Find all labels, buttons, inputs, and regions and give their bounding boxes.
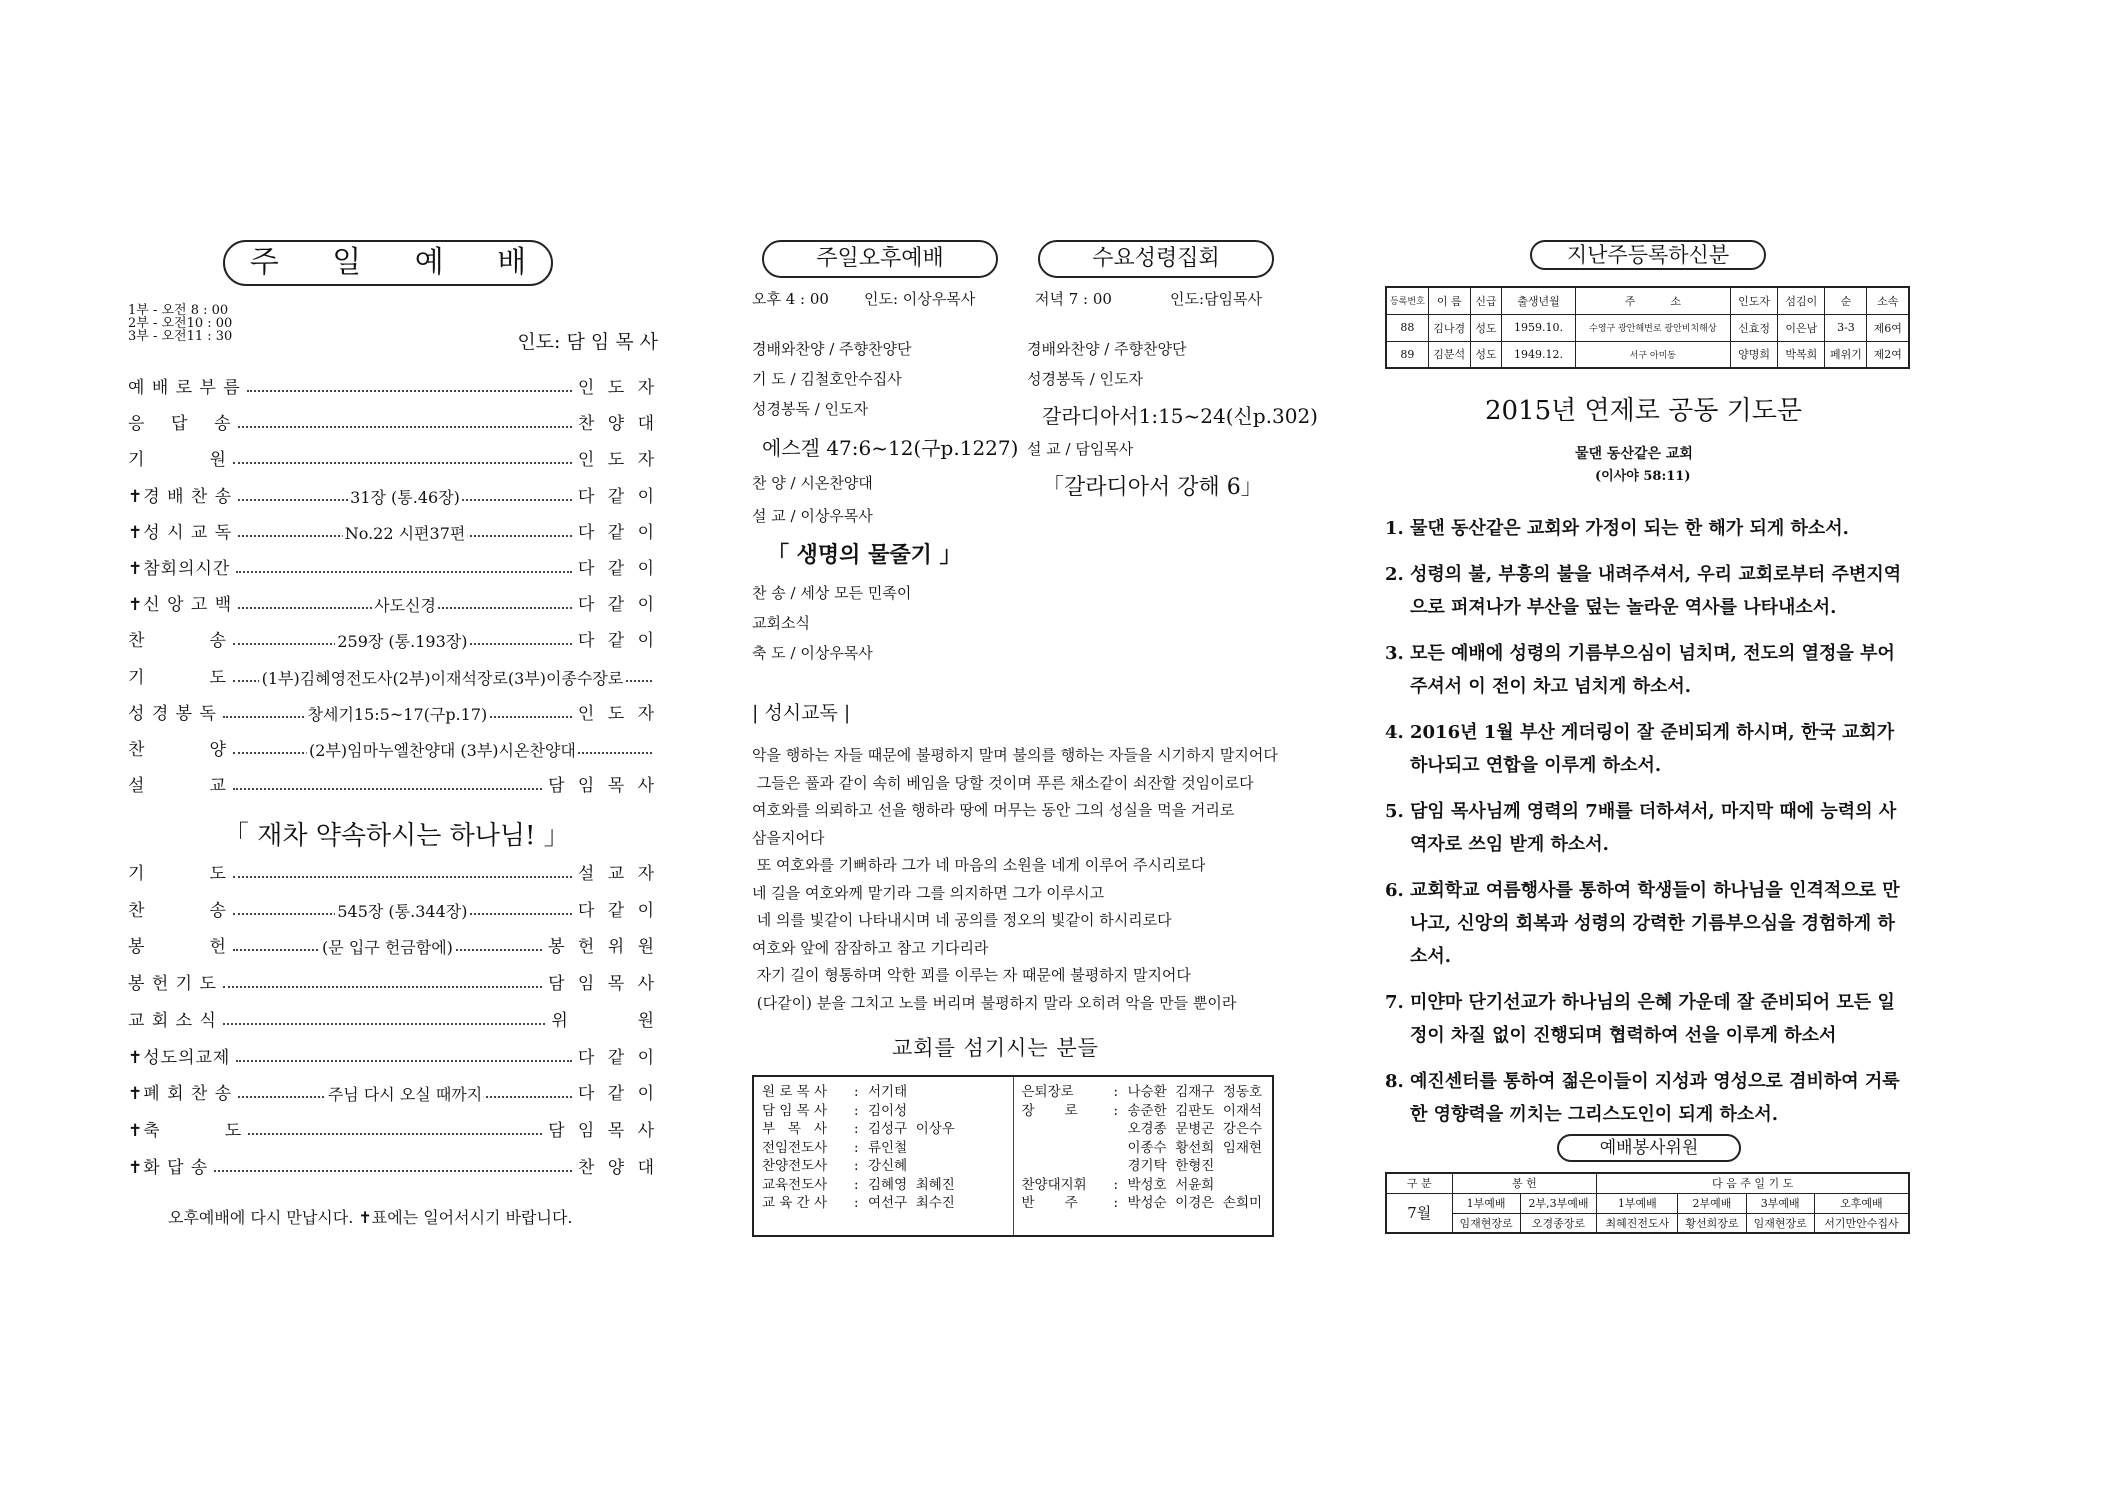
prayer-text: 담임 목사님께 영력의 7배를 더하셔서, 마지막 때에 능력의 사역자로 쓰임 받게 하소서. xyxy=(1410,801,1897,855)
servant-separator xyxy=(1114,1139,1128,1158)
order-row xyxy=(128,734,658,760)
order-leader-dots xyxy=(233,740,652,760)
prayer-title: 2015년 연제로 공동 기도문 xyxy=(1485,396,1803,426)
wednesday-service-title: 수요성령집회 xyxy=(1038,240,1274,278)
sub-header: 1부예배 xyxy=(1452,1193,1520,1213)
afternoon-item: 경배와찬양 / 주향찬양단 xyxy=(752,340,912,358)
wednesday-leader: 인도:담임목사 xyxy=(1170,290,1262,308)
order-detail: 545장 (통.344장) xyxy=(335,899,469,922)
servant-row xyxy=(762,1139,1005,1158)
afternoon-item: 축 도 / 이상우목사 xyxy=(752,644,873,662)
afternoon-item: 기 도 / 김철호안수집사 xyxy=(752,370,902,388)
registrants-header: 소속 xyxy=(1867,287,1909,314)
order-label: 기 도 xyxy=(128,667,227,688)
servant-names: 김이성 xyxy=(868,1102,908,1119)
servant-row xyxy=(1022,1194,1265,1213)
registrant-cell: 서구 아미동 xyxy=(1575,341,1730,368)
servant-names: 김혜영 최혜진 xyxy=(868,1176,955,1193)
prayer-list xyxy=(1385,512,1910,1144)
afternoon-item: 설 교 / 이상우목사 xyxy=(752,507,873,525)
afternoon-sermon-title: 「 생명의 물줄기 」 xyxy=(767,542,962,568)
order-performer: 다 같 이 xyxy=(577,1047,658,1068)
order-label: 기 원 xyxy=(128,450,227,471)
order-row xyxy=(128,931,658,957)
order-label: 예 배 로 부 름 xyxy=(128,378,241,398)
reading-line: 또 여호와를 기뻐하라 그가 네 마음의 소원을 네게 이루어 주시리로다 xyxy=(752,856,1206,874)
sub-header: 2부,3부예배 xyxy=(1520,1193,1597,1213)
registrant-cell: 수영구 광안해변로 광안비치해상 xyxy=(1575,314,1730,341)
header-gubun: 구 분 xyxy=(1386,1173,1452,1193)
wednesday-sermon-title: 「갈라디아서 강해 6」 xyxy=(1042,475,1263,500)
prayer-number: 2. xyxy=(1385,564,1404,585)
prayer-text: 예진센터를 통하여 젊은이들이 지성과 영성으로 겸비하여 거룩한 영향력을 끼치는 그리스도인이 되게 하소서. xyxy=(1410,1071,1900,1125)
responsive-reading-text xyxy=(752,742,1292,1017)
order-performer: 설 교 자 xyxy=(577,864,658,884)
registrant-cell: 제6여 xyxy=(1867,314,1909,341)
registrants-header: 이 름 xyxy=(1428,287,1470,314)
registrant-row xyxy=(1386,341,1909,368)
servant-separator: : xyxy=(1113,1195,1119,1211)
registrants-table xyxy=(1385,286,1910,369)
order-label: 찬 양 xyxy=(128,740,227,760)
servant-row xyxy=(1022,1176,1265,1195)
servant-row xyxy=(762,1102,1005,1121)
order-leader-dots xyxy=(238,595,572,616)
order-leader-dots xyxy=(223,704,572,724)
order-label: 찬 송 xyxy=(128,900,227,921)
responsive-reading-title: | 성시교독 | xyxy=(752,702,851,724)
order-row xyxy=(128,517,658,543)
committee-name: 임재현장로 xyxy=(1746,1213,1814,1233)
order-leader-dots xyxy=(233,776,542,790)
servant-names: 나승환 김재구 정동호 xyxy=(1127,1084,1263,1100)
service-committee-table xyxy=(1385,1172,1910,1234)
prayer-number: 5. xyxy=(1385,801,1404,822)
afternoon-leader: 인도: 이상우목사 xyxy=(864,290,976,308)
servant-row xyxy=(1022,1083,1265,1102)
prayer-number: 8. xyxy=(1385,1071,1404,1092)
servant-separator: : xyxy=(1113,1084,1119,1100)
wednesday-scripture: 갈라디아서1:15~24(신p.302) xyxy=(1042,404,1318,428)
registrants-header: 순 xyxy=(1825,287,1867,314)
sub-header: 2부예배 xyxy=(1678,1193,1746,1213)
order-detail: No.22 시편37편 xyxy=(343,521,468,544)
servant-separator: : xyxy=(1113,1176,1119,1193)
order-detail: 사도신경 xyxy=(372,593,438,616)
service-times xyxy=(128,304,232,343)
order-leader-dots xyxy=(233,450,572,464)
order-row xyxy=(128,858,658,884)
order-label: 기 도 xyxy=(128,864,227,884)
order-performer: 다 같 이 xyxy=(577,631,658,652)
order-detail: 주님 다시 오실 때까지 xyxy=(326,1082,484,1105)
order-detail: 31장 (통.46장) xyxy=(348,485,462,508)
service-time: 1부 - 오전 8 : 00 xyxy=(128,303,229,318)
servant-names: 박성순 이경은 손희미 xyxy=(1127,1195,1263,1211)
registrant-cell: 성도 xyxy=(1470,341,1501,368)
servant-row xyxy=(762,1157,1005,1176)
servant-row xyxy=(762,1083,1005,1102)
afternoon-item: 찬 양 / 시온찬양대 xyxy=(752,474,873,492)
order-detail: (문 입구 헌금함에) xyxy=(320,935,455,958)
prayer-item xyxy=(1385,795,1910,861)
order-label: ✝성 시 교 독 xyxy=(128,522,233,543)
sunday-worship-title: 주 일 예 배 xyxy=(223,240,553,286)
order-performer: 담 임 목 사 xyxy=(548,1120,658,1141)
order-performer: 찬 양 대 xyxy=(577,414,658,435)
order-label: ✝신 앙 고 백 xyxy=(128,595,233,616)
sub-header: 오후예배 xyxy=(1814,1193,1909,1213)
order-leader-dots xyxy=(233,631,572,652)
order-row xyxy=(128,1005,658,1031)
afternoon-item: 성경봉독 / 인도자 xyxy=(752,400,869,418)
order-performer: 다 같 이 xyxy=(577,486,658,507)
order-label: 봉 헌 xyxy=(128,937,227,958)
order-leader-dots xyxy=(238,414,572,428)
order-performer: 인 도 자 xyxy=(577,450,658,471)
order-row xyxy=(128,553,658,579)
servant-names: 여선구 최수진 xyxy=(868,1195,955,1211)
header-next-prayer: 다 음 주 일 기 도 xyxy=(1597,1173,1909,1193)
servant-row xyxy=(1022,1120,1265,1139)
order-row xyxy=(128,662,658,688)
order-performer: 위 원 xyxy=(551,1010,658,1031)
sub-header: 3부예배 xyxy=(1746,1193,1814,1213)
order-detail: 259장 (통.193장) xyxy=(335,629,469,652)
registrant-cell: 1959.10. xyxy=(1502,314,1575,341)
order-row xyxy=(128,408,658,434)
order-leader-dots xyxy=(233,864,572,878)
registrant-cell: 페위기 xyxy=(1825,341,1867,368)
order-performer: 다 같 이 xyxy=(577,900,658,921)
afternoon-scripture: 에스겔 47:6~12(구p.1227) xyxy=(762,436,1019,460)
servant-separator: : xyxy=(854,1121,859,1137)
servant-separator: : xyxy=(854,1139,859,1156)
committee-name: 황선희장로 xyxy=(1678,1213,1746,1233)
order-row xyxy=(128,770,658,796)
servant-names: 박성호 서윤희 xyxy=(1127,1176,1215,1193)
prayer-item xyxy=(1385,512,1910,545)
servant-row xyxy=(762,1120,1005,1139)
servant-role: 찬양전도사 xyxy=(762,1158,828,1174)
month-cell: 7월 xyxy=(1386,1193,1452,1233)
registrant-cell: 양명희 xyxy=(1731,341,1778,368)
order-leader-dots xyxy=(214,1158,572,1172)
order-label: ✝성도의교제 xyxy=(128,1047,231,1068)
reading-line: 자기 길이 형통하며 악한 꾀를 이루는 자 때문에 불평하지 말지어다 xyxy=(752,966,1191,984)
order-row xyxy=(128,1115,658,1141)
worship-leader: 인도: 담 임 목 사 xyxy=(517,331,658,353)
servant-role xyxy=(1022,1157,1114,1176)
servant-separator xyxy=(1114,1157,1128,1176)
servant-separator: : xyxy=(854,1102,859,1119)
order-row xyxy=(128,698,658,724)
prayer-number: 6. xyxy=(1385,880,1404,901)
servant-role: 은퇴장로 xyxy=(1021,1084,1074,1100)
registrant-cell: 1949.12. xyxy=(1502,341,1575,368)
reading-line: 여호와를 의뢰하고 선을 행하라 땅에 머무는 동안 그의 성실을 먹을 거리로 xyxy=(752,801,1235,819)
servant-role: 담 임 목 사 xyxy=(762,1102,828,1119)
order-performer: 인 도 자 xyxy=(577,703,658,724)
order-label: 응 답 송 xyxy=(128,414,232,435)
servant-separator xyxy=(1114,1120,1128,1139)
reading-line: 악을 행하는 자들 때문에 불평하지 말며 불의를 행하는 자들을 시기하지 말지어다 xyxy=(752,746,1278,764)
order-leader-dots xyxy=(233,901,572,921)
registrant-cell: 제2여 xyxy=(1867,341,1909,368)
registrant-cell: 성도 xyxy=(1470,314,1501,341)
servant-role: 교 육 간 사 xyxy=(762,1195,828,1211)
servant-role: 원 로 목 사 xyxy=(762,1084,828,1100)
order-performer: 담 임 목 사 xyxy=(548,776,658,797)
registrant-cell: 김분석 xyxy=(1428,341,1470,368)
wednesday-item: 설 교 / 담임목사 xyxy=(1027,440,1134,458)
order-performer: 다 같 이 xyxy=(577,1084,658,1105)
order-detail: (2부)임마누엘찬양대 (3부)시온찬양대 xyxy=(307,738,578,761)
committee-name: 서기만안수집사 xyxy=(1814,1213,1909,1233)
order-label: ✝폐 회 찬 송 xyxy=(128,1084,233,1105)
servant-row xyxy=(1022,1102,1265,1121)
reading-line: 여호와 앞에 잠잠하고 참고 기다리라 xyxy=(752,938,989,957)
church-servants-title: 교회를 섬기시는 분들 xyxy=(892,1036,1099,1060)
registrant-cell: 88 xyxy=(1386,314,1428,341)
servant-separator: : xyxy=(854,1084,859,1100)
order-performer: 찬 양 대 xyxy=(577,1157,658,1178)
registrant-cell: 3-3 xyxy=(1825,314,1867,341)
servant-role: 반 주 xyxy=(1021,1195,1078,1211)
order-leader-dots xyxy=(236,1048,572,1062)
service-time: 2부 - 오전10 : 00 xyxy=(128,316,233,331)
servant-names: 김성구 이상우 xyxy=(868,1121,955,1137)
afternoon-time: 오후 4 : 00 xyxy=(752,290,829,308)
order-leader-dots xyxy=(233,668,652,688)
service-time: 3부 - 오전11 : 30 xyxy=(128,329,233,344)
order-row xyxy=(128,895,658,921)
registrant-row xyxy=(1386,314,1909,341)
servant-role xyxy=(1022,1139,1114,1158)
order-performer: 인 도 자 xyxy=(577,378,658,398)
prayer-item xyxy=(1385,874,1910,973)
servant-names: 경기탁 한형진 xyxy=(1127,1158,1215,1174)
closing-note: 오후예배에 다시 만납시다. ✝표에는 일어서시기 바랍니다. xyxy=(168,1208,573,1227)
prayer-number: 7. xyxy=(1385,992,1404,1013)
servant-names: 오경종 문병곤 강은수 xyxy=(1127,1121,1263,1137)
servants-left xyxy=(754,1077,1014,1235)
prayer-number: 4. xyxy=(1385,722,1404,743)
reading-line: 네 길을 여호와께 맡기라 그를 의지하면 그가 이루시고 xyxy=(752,883,1105,902)
servant-names: 서기태 xyxy=(868,1084,908,1100)
prayer-text: 교회학교 여름행사를 통하여 학생들이 하나님을 인격적으로 만나고, 신앙의 회복과 성령의 강력한 기름부으심을 경험하게 하소서. xyxy=(1410,880,1900,967)
registrant-cell: 신효정 xyxy=(1731,314,1778,341)
servant-separator: : xyxy=(1113,1102,1119,1119)
servant-names: 류인철 xyxy=(868,1139,908,1156)
servant-role: 찬양대지휘 xyxy=(1021,1176,1087,1193)
order-row xyxy=(128,1078,658,1104)
service-committee-title: 예배봉사위원 xyxy=(1557,1134,1741,1162)
wednesday-item: 경배와찬양 / 주향찬양단 xyxy=(1027,340,1187,358)
servant-separator: : xyxy=(854,1195,859,1211)
reading-line: 네 의를 빛같이 나타내시며 네 공의를 정오의 빛같이 하시리로다 xyxy=(752,911,1172,929)
servant-names: 이종수 황선희 임재현 xyxy=(1127,1139,1263,1156)
prayer-text: 물댄 동산같은 교회와 가정이 되는 한 해가 되게 하소서. xyxy=(1410,518,1849,539)
sub-header: 1부예배 xyxy=(1597,1193,1678,1213)
prayer-item xyxy=(1385,986,1910,1052)
wednesday-item: 성경봉독 / 인도자 xyxy=(1027,370,1144,388)
registrant-cell: 박복희 xyxy=(1778,341,1825,368)
servant-role: 전임전도사 xyxy=(762,1139,828,1156)
registrants-title: 지난주등록하신분 xyxy=(1530,240,1766,270)
order-detail: (1부)김혜영전도사(2부)이재석장로(3부)이종수장로 xyxy=(260,666,626,689)
prayer-item xyxy=(1385,637,1910,703)
order-label: 찬 송 xyxy=(128,631,227,652)
order-detail: 창세기15:5~17(구p.17) xyxy=(306,702,490,725)
afternoon-item: 찬 송 / 세상 모든 민족이 xyxy=(752,584,912,602)
wednesday-time: 저녁 7 : 00 xyxy=(1035,290,1112,308)
registrants-header: 인도자 xyxy=(1731,287,1778,314)
sermon-title: 「 재차 약속하시는 하나님! 」 xyxy=(223,821,570,851)
registrants-header: 주 소 xyxy=(1575,287,1730,314)
order-row xyxy=(128,372,658,398)
prayer-number: 1. xyxy=(1385,518,1404,539)
registrants-header: 등록번호 xyxy=(1386,287,1428,314)
order-leader-dots xyxy=(236,559,572,573)
servant-separator: : xyxy=(854,1158,859,1174)
order-label: 성 경 봉 독 xyxy=(128,703,217,724)
prayer-item xyxy=(1385,558,1910,624)
committee-name: 최혜진전도사 xyxy=(1597,1213,1678,1233)
prayer-reference: (이사야 58:11) xyxy=(1595,469,1691,484)
order-row xyxy=(128,1152,658,1178)
registrants-header: 출생년월 xyxy=(1502,287,1575,314)
servants-right xyxy=(1014,1077,1273,1235)
servant-role: 장 로 xyxy=(1021,1102,1078,1119)
order-label: ✝화 답 송 xyxy=(128,1157,209,1178)
order-leader-dots xyxy=(223,974,542,988)
order-leader-dots xyxy=(223,1011,545,1025)
order-label: ✝참회의시간 xyxy=(128,559,231,579)
order-leader-dots xyxy=(238,523,572,543)
prayer-subtitle: 물댄 동산같은 교회 xyxy=(1575,446,1693,462)
church-servants-box xyxy=(752,1075,1274,1237)
registrant-cell: 이은남 xyxy=(1778,314,1825,341)
registrant-cell: 89 xyxy=(1386,341,1428,368)
order-leader-dots xyxy=(238,487,572,507)
prayer-text: 2016년 1월 부산 게더링이 잘 준비되게 하시며, 한국 교회가 하나되고 연합을 이루게 하소서. xyxy=(1410,722,1895,776)
registrants-header-row xyxy=(1386,287,1909,314)
afternoon-item: 교회소식 xyxy=(752,614,810,632)
reading-line: (다같이) 분을 그치고 노를 버리며 불평하지 말라 오히려 악을 만들 뿐이라 xyxy=(752,993,1237,1012)
committee-name: 오경종장로 xyxy=(1520,1213,1597,1233)
prayer-text: 모든 예배에 성령의 기름부으심이 넘치며, 전도의 열정을 부어주셔서 이 전이 차고 넘치게 하소서. xyxy=(1410,643,1895,697)
prayer-item xyxy=(1385,716,1910,782)
header-offering: 봉 헌 xyxy=(1452,1173,1597,1193)
servant-row xyxy=(1022,1139,1265,1158)
prayer-number: 3. xyxy=(1385,643,1404,664)
order-performer: 다 같 이 xyxy=(577,559,658,579)
servant-row xyxy=(762,1176,1005,1195)
registrants-header: 신급 xyxy=(1470,287,1501,314)
order-performer: 다 같 이 xyxy=(577,595,658,616)
servant-row xyxy=(1022,1157,1265,1176)
servant-separator: : xyxy=(854,1176,859,1193)
order-performer: 다 같 이 xyxy=(577,522,658,543)
servant-names: 강신혜 xyxy=(868,1158,908,1174)
servant-row xyxy=(762,1194,1005,1213)
order-leader-dots xyxy=(238,1084,572,1105)
order-label: 봉 헌 기 도 xyxy=(128,974,217,995)
reading-line: 그들은 풀과 같이 속히 베임을 당할 것이며 푸른 채소같이 쇠잔할 것임이로다 xyxy=(752,773,1254,792)
registrant-cell: 김나경 xyxy=(1428,314,1470,341)
order-label: 설 교 xyxy=(128,776,227,797)
order-row xyxy=(128,625,658,651)
committee-name: 임재현장로 xyxy=(1452,1213,1520,1233)
order-row xyxy=(128,968,658,994)
prayer-text: 성령의 불, 부흥의 불을 내려주셔서, 우리 교회로부터 주변지역으로 퍼져나가 부산을 덮는 놀라운 역사를 나타내소서. xyxy=(1410,564,1902,618)
servant-role: 부 목 사 xyxy=(762,1121,827,1137)
order-row xyxy=(128,444,658,470)
order-leader-dots xyxy=(248,1121,542,1135)
servant-role xyxy=(1022,1120,1114,1139)
prayer-text: 미얀마 단기선교가 하나님의 은혜 가운데 잘 준비되어 모든 일정이 차질 없이 진행되며 협력하여 선을 이루게 하소서 xyxy=(1410,992,1895,1046)
order-row xyxy=(128,589,658,615)
order-label: 교 회 소 식 xyxy=(128,1010,217,1031)
order-row xyxy=(128,481,658,507)
reading-line: 삼을지어다 xyxy=(752,828,825,847)
order-leader-dots xyxy=(233,937,542,958)
order-leader-dots xyxy=(247,378,572,392)
afternoon-worship-title: 주일오후예배 xyxy=(762,240,998,278)
order-row xyxy=(128,1042,658,1068)
registrants-header: 섬김이 xyxy=(1778,287,1825,314)
order-performer: 담 임 목 사 xyxy=(548,974,658,995)
servant-role: 교육전도사 xyxy=(762,1176,828,1193)
order-performer: 봉 헌 위 원 xyxy=(548,937,658,958)
servant-names: 송준한 김판도 이재석 xyxy=(1127,1102,1263,1119)
order-label: ✝경 배 찬 송 xyxy=(128,486,233,507)
prayer-item xyxy=(1385,1065,1910,1131)
order-label: ✝축 도 xyxy=(128,1120,243,1141)
